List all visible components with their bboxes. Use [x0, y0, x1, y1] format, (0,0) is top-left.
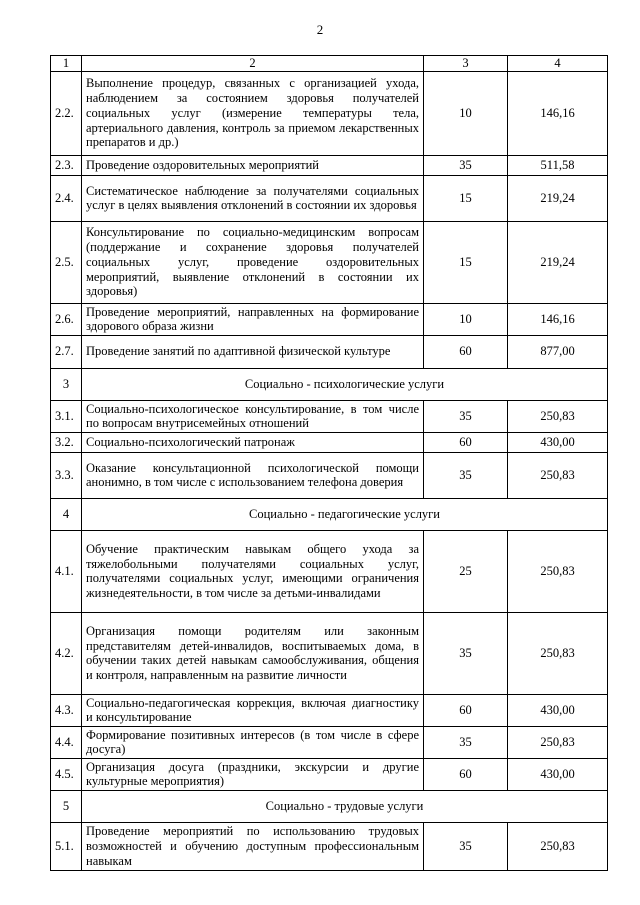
services-table [50, 55, 608, 871]
service-price: 219,24 [508, 175, 608, 221]
item-number: 4.4. [51, 726, 82, 758]
column-number: 4 [508, 56, 608, 72]
service-duration: 25 [424, 530, 508, 612]
service-duration: 35 [424, 400, 508, 432]
column-number: 3 [424, 56, 508, 72]
page-number: 2 [316, 22, 324, 37]
service-duration: 35 [424, 155, 508, 175]
service-duration: 15 [424, 221, 508, 303]
item-number: 2.3. [51, 155, 82, 175]
service-description: Формирование позитивных интересов (в том числе в сфере досуга) [82, 726, 424, 758]
section-number: 3 [51, 368, 82, 400]
item-number: 3.1. [51, 400, 82, 432]
item-number: 4.5. [51, 758, 82, 790]
service-price: 146,16 [508, 71, 608, 155]
service-duration: 60 [424, 758, 508, 790]
item-number: 2.5. [51, 221, 82, 303]
item-number: 2.2. [51, 71, 82, 155]
service-description: Проведение мероприятий, направленных на формирование здорового образа жизни [82, 303, 424, 335]
section-header-row [51, 368, 608, 400]
service-price: 250,83 [508, 400, 608, 432]
table-row [51, 400, 608, 432]
service-price: 511,58 [508, 155, 608, 175]
service-price: 250,83 [508, 530, 608, 612]
item-number: 2.4. [51, 175, 82, 221]
item-number: 5.1. [51, 822, 82, 870]
table-row [51, 175, 608, 221]
table-row [51, 530, 608, 612]
column-number-row [51, 56, 608, 72]
section-header-row [51, 790, 608, 822]
item-number: 2.6. [51, 303, 82, 335]
service-duration: 35 [424, 452, 508, 498]
table-row [51, 612, 608, 694]
service-price: 430,00 [508, 432, 608, 452]
table-row [51, 758, 608, 790]
service-description: Проведение оздоровительных мероприятий [82, 155, 424, 175]
service-duration: 10 [424, 71, 508, 155]
service-price: 219,24 [508, 221, 608, 303]
table-row [51, 452, 608, 498]
service-duration: 60 [424, 335, 508, 368]
item-number: 4.1. [51, 530, 82, 612]
service-price: 146,16 [508, 303, 608, 335]
service-price: 250,83 [508, 612, 608, 694]
service-description: Проведение мероприятий по использованию трудовых возможностей и обучению доступным профессиональным навыкам [82, 822, 424, 870]
service-duration: 15 [424, 175, 508, 221]
section-title: Социально - педагогические услуги [82, 498, 608, 530]
section-title: Социально - трудовые услуги [82, 790, 608, 822]
service-price: 430,00 [508, 758, 608, 790]
item-number: 4.2. [51, 612, 82, 694]
section-number: 5 [51, 790, 82, 822]
section-number: 4 [51, 498, 82, 530]
service-description: Социально-педагогическая коррекция, включая диагностику и консультирование [82, 694, 424, 726]
service-description: Оказание консультационной психологической помощи анонимно, в том числе с использованием телефона доверия [82, 452, 424, 498]
service-description: Обучение практическим навыкам общего ухода за тяжелобольными получателями социальных услуг, получателями социальных услуг, имеющими ограничения жизнедеятельности, в том числе за детьми-инвалидами [82, 530, 424, 612]
service-price: 877,00 [508, 335, 608, 368]
service-description: Проведение занятий по адаптивной физической культуре [82, 335, 424, 368]
services-table-body [51, 56, 608, 871]
item-number: 3.3. [51, 452, 82, 498]
service-duration: 35 [424, 612, 508, 694]
service-description: Выполнение процедур, связанных с организацией ухода, наблюдением за состоянием здоровья получателей социальных услуг (измерение температуры тела, артериального давления, контроль за приемом лекарственных препаратов и др.) [82, 71, 424, 155]
service-duration: 60 [424, 694, 508, 726]
table-row [51, 71, 608, 155]
service-duration: 35 [424, 822, 508, 870]
column-number: 2 [82, 56, 424, 72]
service-duration: 60 [424, 432, 508, 452]
service-price: 430,00 [508, 694, 608, 726]
table-row [51, 155, 608, 175]
table-row [51, 221, 608, 303]
item-number: 2.7. [51, 335, 82, 368]
column-number: 1 [51, 56, 82, 72]
service-price: 250,83 [508, 726, 608, 758]
service-description: Консультирование по социально-медицинским вопросам (поддержание и сохранение здоровья получателей социальных услуг, проведение оздоровительных мероприятий, выявление отклонений в состоянии их здоровья) [82, 221, 424, 303]
table-row [51, 303, 608, 335]
service-price: 250,83 [508, 452, 608, 498]
service-description: Систематическое наблюдение за получателями социальных услуг в целях выявления отклонений в состоянии их здоровья [82, 175, 424, 221]
section-header-row [51, 498, 608, 530]
section-title: Социально - психологические услуги [82, 368, 608, 400]
service-description: Организация досуга (праздники, экскурсии и другие культурные мероприятия) [82, 758, 424, 790]
service-duration: 10 [424, 303, 508, 335]
service-duration: 35 [424, 726, 508, 758]
item-number: 3.2. [51, 432, 82, 452]
service-description: Социально-психологическое консультирование, в том числе по вопросам внутрисемейных отношений [82, 400, 424, 432]
table-row [51, 726, 608, 758]
table-row [51, 335, 608, 368]
table-row [51, 432, 608, 452]
table-row [51, 822, 608, 870]
table-row [51, 694, 608, 726]
service-price: 250,83 [508, 822, 608, 870]
item-number: 4.3. [51, 694, 82, 726]
service-description: Организация помощи родителям или законным представителям детей-инвалидов, воспитываемых дома, в обучении таких детей навыкам самообслуживания, общения и контроля, направленным на развитие личности [82, 612, 424, 694]
service-description: Социально-психологический патронаж [82, 432, 424, 452]
